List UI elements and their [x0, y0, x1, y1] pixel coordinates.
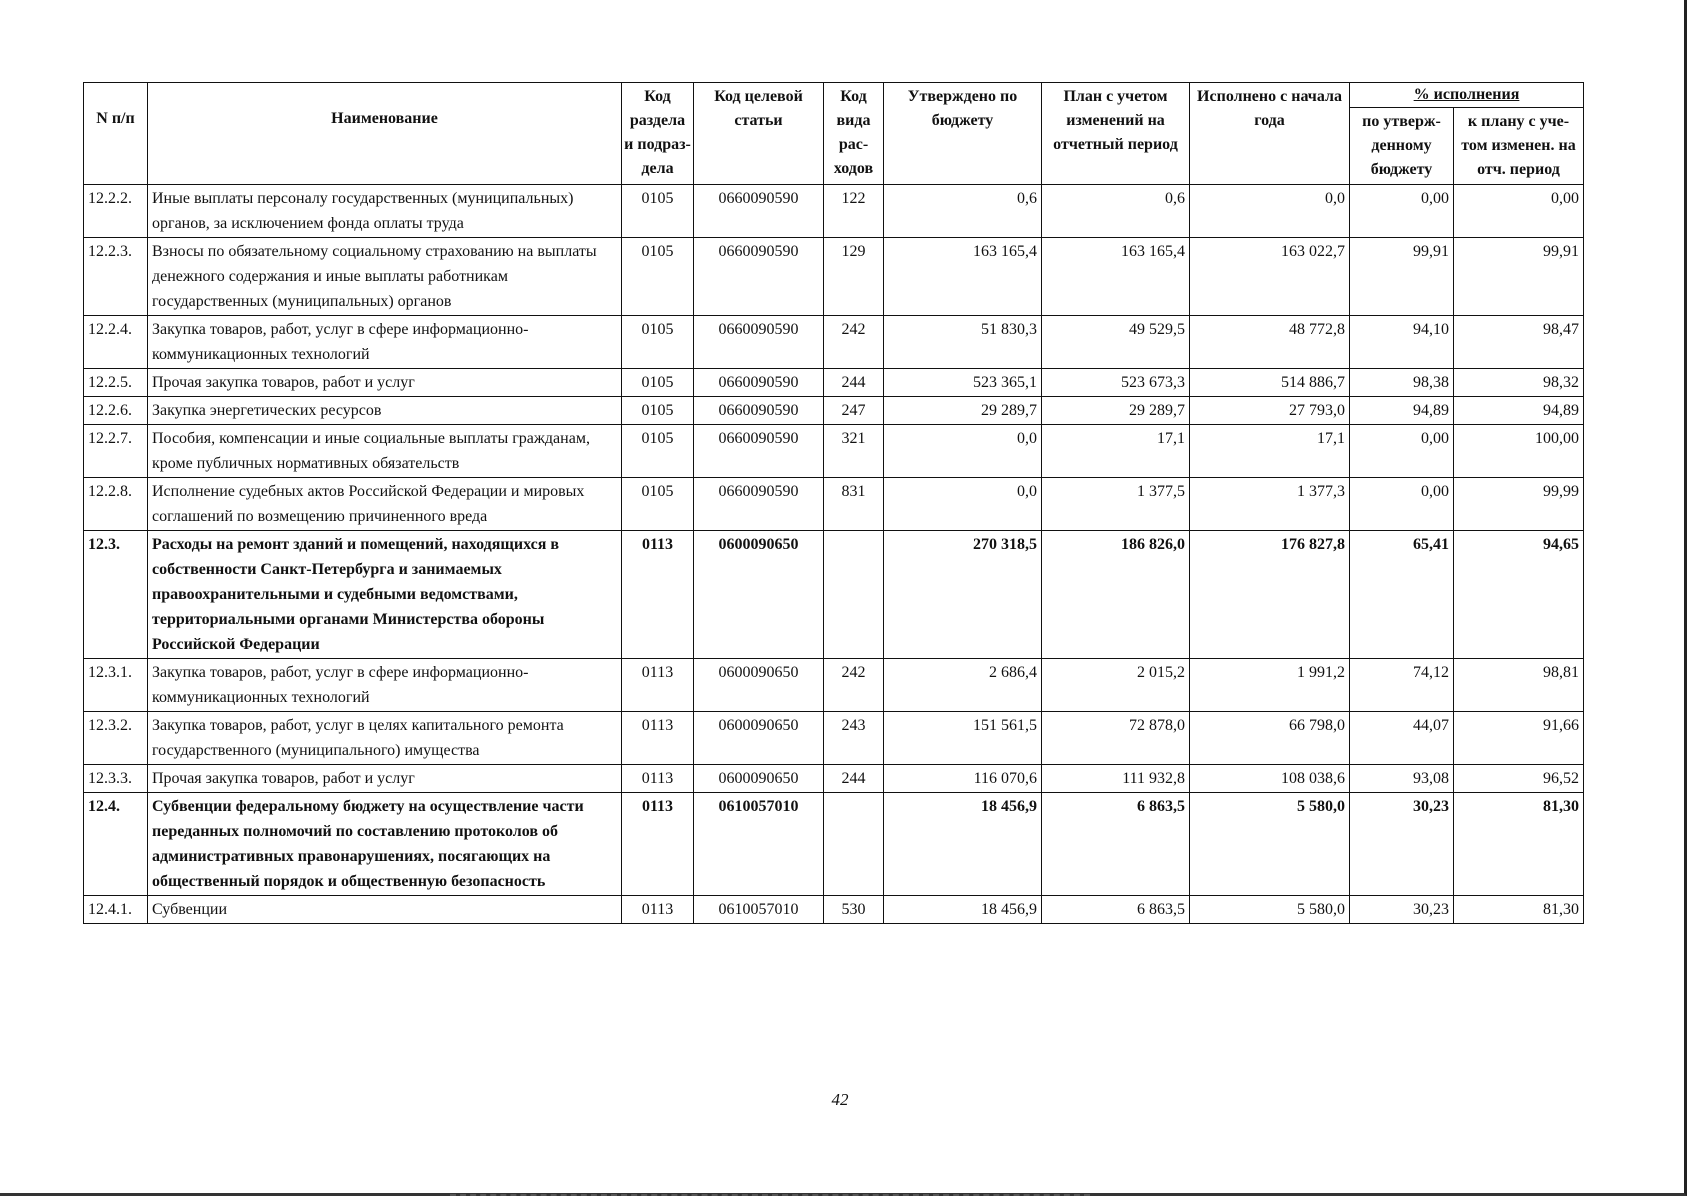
row-section-code: 0105: [622, 397, 694, 425]
row-pct-budget: 44,07: [1350, 712, 1454, 765]
row-expense-code: 244: [824, 369, 884, 397]
row-plan: 186 826,0: [1042, 531, 1190, 659]
row-plan: 29 289,7: [1042, 397, 1190, 425]
row-number: 12.2.7.: [84, 425, 148, 478]
header-target-code: Код целевой статьи: [694, 83, 824, 185]
row-pct-budget: 93,08: [1350, 765, 1454, 793]
row-approved: 151 561,5: [884, 712, 1042, 765]
row-target-code: 0600090650: [694, 659, 824, 712]
row-expense-code: 244: [824, 765, 884, 793]
row-plan: 2 015,2: [1042, 659, 1190, 712]
table-row: [84, 531, 1584, 659]
row-pct-plan: 0,00: [1454, 185, 1584, 238]
row-pct-plan: 94,65: [1454, 531, 1584, 659]
row-target-code: 0660090590: [694, 478, 824, 531]
table-row: [84, 397, 1584, 425]
row-name: Пособия, компенсации и иные социальные выплаты гражданам, кроме публичных нормативных обязательств: [148, 425, 622, 478]
row-section-code: 0113: [622, 765, 694, 793]
row-approved: 0,6: [884, 185, 1042, 238]
row-executed: 17,1: [1190, 425, 1350, 478]
row-number: 12.2.6.: [84, 397, 148, 425]
row-approved: 523 365,1: [884, 369, 1042, 397]
header-executed: Исполнено с начала года: [1190, 83, 1350, 185]
row-number: 12.2.2.: [84, 185, 148, 238]
row-section-code: 0113: [622, 531, 694, 659]
row-plan: 0,6: [1042, 185, 1190, 238]
row-section-code: 0105: [622, 238, 694, 316]
row-plan: 17,1: [1042, 425, 1190, 478]
table-row: [84, 425, 1584, 478]
row-expense-code: 243: [824, 712, 884, 765]
row-number: 12.3.2.: [84, 712, 148, 765]
row-pct-plan: 81,30: [1454, 896, 1584, 924]
row-expense-code: 831: [824, 478, 884, 531]
header-num: N п/п: [84, 83, 148, 185]
row-plan: 6 863,5: [1042, 793, 1190, 896]
table-row: [84, 238, 1584, 316]
table-row: [84, 478, 1584, 531]
row-executed: 5 580,0: [1190, 896, 1350, 924]
row-name: Закупка товаров, работ, услуг в целях капитального ремонта государственного (муниципального) имущества: [148, 712, 622, 765]
row-plan: 523 673,3: [1042, 369, 1190, 397]
row-number: 12.3.: [84, 531, 148, 659]
row-pct-budget: 94,89: [1350, 397, 1454, 425]
table-row: [84, 793, 1584, 896]
row-name: Иные выплаты персоналу государственных (муниципальных) органов, за исключением фонда оплаты труда: [148, 185, 622, 238]
row-pct-plan: 81,30: [1454, 793, 1584, 896]
row-expense-code: 530: [824, 896, 884, 924]
row-pct-budget: 99,91: [1350, 238, 1454, 316]
row-approved: 18 456,9: [884, 896, 1042, 924]
row-executed: 1 991,2: [1190, 659, 1350, 712]
row-approved: 270 318,5: [884, 531, 1042, 659]
row-target-code: 0600090650: [694, 712, 824, 765]
row-name: Расходы на ремонт зданий и помещений, находящихся в собственности Санкт-Петербурга и занимаемых правоохранительными и судебными ведомствами, территориальными органами Министерства обороны Российской Федерации: [148, 531, 622, 659]
row-expense-code: [824, 531, 884, 659]
row-executed: 66 798,0: [1190, 712, 1350, 765]
row-number: 12.3.1.: [84, 659, 148, 712]
row-target-code: 0660090590: [694, 185, 824, 238]
row-executed: 0,0: [1190, 185, 1350, 238]
row-section-code: 0113: [622, 896, 694, 924]
row-pct-plan: 99,99: [1454, 478, 1584, 531]
row-pct-budget: 65,41: [1350, 531, 1454, 659]
header-pct-budget: по утверж-денному бюджету: [1350, 108, 1454, 185]
row-target-code: 0660090590: [694, 369, 824, 397]
table-row: [84, 765, 1584, 793]
table-row: [84, 712, 1584, 765]
row-pct-plan: 98,32: [1454, 369, 1584, 397]
table-row: [84, 316, 1584, 369]
scan-artifact-line: [450, 1194, 1090, 1199]
row-section-code: 0113: [622, 659, 694, 712]
row-approved: 116 070,6: [884, 765, 1042, 793]
row-expense-code: 321: [824, 425, 884, 478]
row-pct-budget: 0,00: [1350, 425, 1454, 478]
header-percent-group: % исполнения: [1350, 83, 1584, 108]
row-plan: 72 878,0: [1042, 712, 1190, 765]
row-executed: 108 038,6: [1190, 765, 1350, 793]
row-pct-plan: 91,66: [1454, 712, 1584, 765]
row-executed: 48 772,8: [1190, 316, 1350, 369]
row-approved: 29 289,7: [884, 397, 1042, 425]
header-plan: План с учетом изменений на отчетный период: [1042, 83, 1190, 185]
row-section-code: 0113: [622, 712, 694, 765]
row-pct-budget: 98,38: [1350, 369, 1454, 397]
row-executed: 5 580,0: [1190, 793, 1350, 896]
row-name: Закупка товаров, работ, услуг в сфере информационно-коммуникационных технологий: [148, 659, 622, 712]
row-section-code: 0105: [622, 369, 694, 397]
row-approved: 2 686,4: [884, 659, 1042, 712]
row-pct-plan: 99,91: [1454, 238, 1584, 316]
row-target-code: 0660090590: [694, 238, 824, 316]
row-section-code: 0105: [622, 478, 694, 531]
row-target-code: 0610057010: [694, 793, 824, 896]
row-expense-code: 242: [824, 316, 884, 369]
row-number: 12.4.: [84, 793, 148, 896]
row-number: 12.4.1.: [84, 896, 148, 924]
header-pct-plan: к плану с уче-том изменен. на отч. период: [1454, 108, 1584, 185]
row-pct-plan: 100,00: [1454, 425, 1584, 478]
budget-execution-table: [83, 82, 1584, 924]
row-section-code: 0105: [622, 316, 694, 369]
row-name: Субвенции федеральному бюджету на осуществление части переданных полномочий по составлению протоколов об административных правонарушениях, посягающих на общественный порядок и общественную безопасность: [148, 793, 622, 896]
row-executed: 176 827,8: [1190, 531, 1350, 659]
table-row: [84, 896, 1584, 924]
row-section-code: 0113: [622, 793, 694, 896]
row-name: Прочая закупка товаров, работ и услуг: [148, 765, 622, 793]
row-target-code: 0600090650: [694, 765, 824, 793]
row-target-code: 0660090590: [694, 397, 824, 425]
row-approved: 163 165,4: [884, 238, 1042, 316]
page-number: 42: [831, 1090, 849, 1109]
row-name: Закупка энергетических ресурсов: [148, 397, 622, 425]
table-body: [84, 185, 1584, 924]
table-row: [84, 369, 1584, 397]
row-approved: 18 456,9: [884, 793, 1042, 896]
row-target-code: 0660090590: [694, 316, 824, 369]
row-approved: 0,0: [884, 425, 1042, 478]
row-executed: 27 793,0: [1190, 397, 1350, 425]
row-pct-budget: 30,23: [1350, 793, 1454, 896]
table-row: [84, 185, 1584, 238]
header-approved: Утверждено по бюджету: [884, 83, 1042, 185]
row-pct-plan: 98,81: [1454, 659, 1584, 712]
row-target-code: 0600090650: [694, 531, 824, 659]
header-row: [84, 83, 1584, 108]
row-section-code: 0105: [622, 425, 694, 478]
row-plan: 163 165,4: [1042, 238, 1190, 316]
row-name: Взносы по обязательному социальному страхованию на выплаты денежного содержания и иные выплаты работникам государственных (муниципальных) органов: [148, 238, 622, 316]
row-number: 12.2.3.: [84, 238, 148, 316]
row-name: Исполнение судебных актов Российской Федерации и мировых соглашений по возмещению причиненного вреда: [148, 478, 622, 531]
row-approved: 51 830,3: [884, 316, 1042, 369]
row-number: 12.2.4.: [84, 316, 148, 369]
row-approved: 0,0: [884, 478, 1042, 531]
table-row: [84, 659, 1584, 712]
row-target-code: 0610057010: [694, 896, 824, 924]
row-number: 12.2.5.: [84, 369, 148, 397]
row-pct-budget: 0,00: [1350, 185, 1454, 238]
row-name: Субвенции: [148, 896, 622, 924]
header-expense-code: Код вида рас-ходов: [824, 83, 884, 185]
row-expense-code: 122: [824, 185, 884, 238]
row-plan: 49 529,5: [1042, 316, 1190, 369]
row-pct-budget: 30,23: [1350, 896, 1454, 924]
row-executed: 1 377,3: [1190, 478, 1350, 531]
row-pct-plan: 94,89: [1454, 397, 1584, 425]
row-pct-plan: 96,52: [1454, 765, 1584, 793]
row-plan: 111 932,8: [1042, 765, 1190, 793]
header-name: Наименование: [148, 83, 622, 185]
row-pct-plan: 98,47: [1454, 316, 1584, 369]
row-name: Прочая закупка товаров, работ и услуг: [148, 369, 622, 397]
row-section-code: 0105: [622, 185, 694, 238]
row-number: 12.2.8.: [84, 478, 148, 531]
row-expense-code: [824, 793, 884, 896]
row-pct-budget: 94,10: [1350, 316, 1454, 369]
row-executed: 163 022,7: [1190, 238, 1350, 316]
row-target-code: 0660090590: [694, 425, 824, 478]
row-executed: 514 886,7: [1190, 369, 1350, 397]
row-plan: 1 377,5: [1042, 478, 1190, 531]
row-pct-budget: 74,12: [1350, 659, 1454, 712]
row-expense-code: 247: [824, 397, 884, 425]
row-plan: 6 863,5: [1042, 896, 1190, 924]
row-expense-code: 242: [824, 659, 884, 712]
row-pct-budget: 0,00: [1350, 478, 1454, 531]
row-number: 12.3.3.: [84, 765, 148, 793]
row-name: Закупка товаров, работ, услуг в сфере информационно-коммуникационных технологий: [148, 316, 622, 369]
row-expense-code: 129: [824, 238, 884, 316]
header-section-code: Код раздела и подраз-дела: [622, 83, 694, 185]
